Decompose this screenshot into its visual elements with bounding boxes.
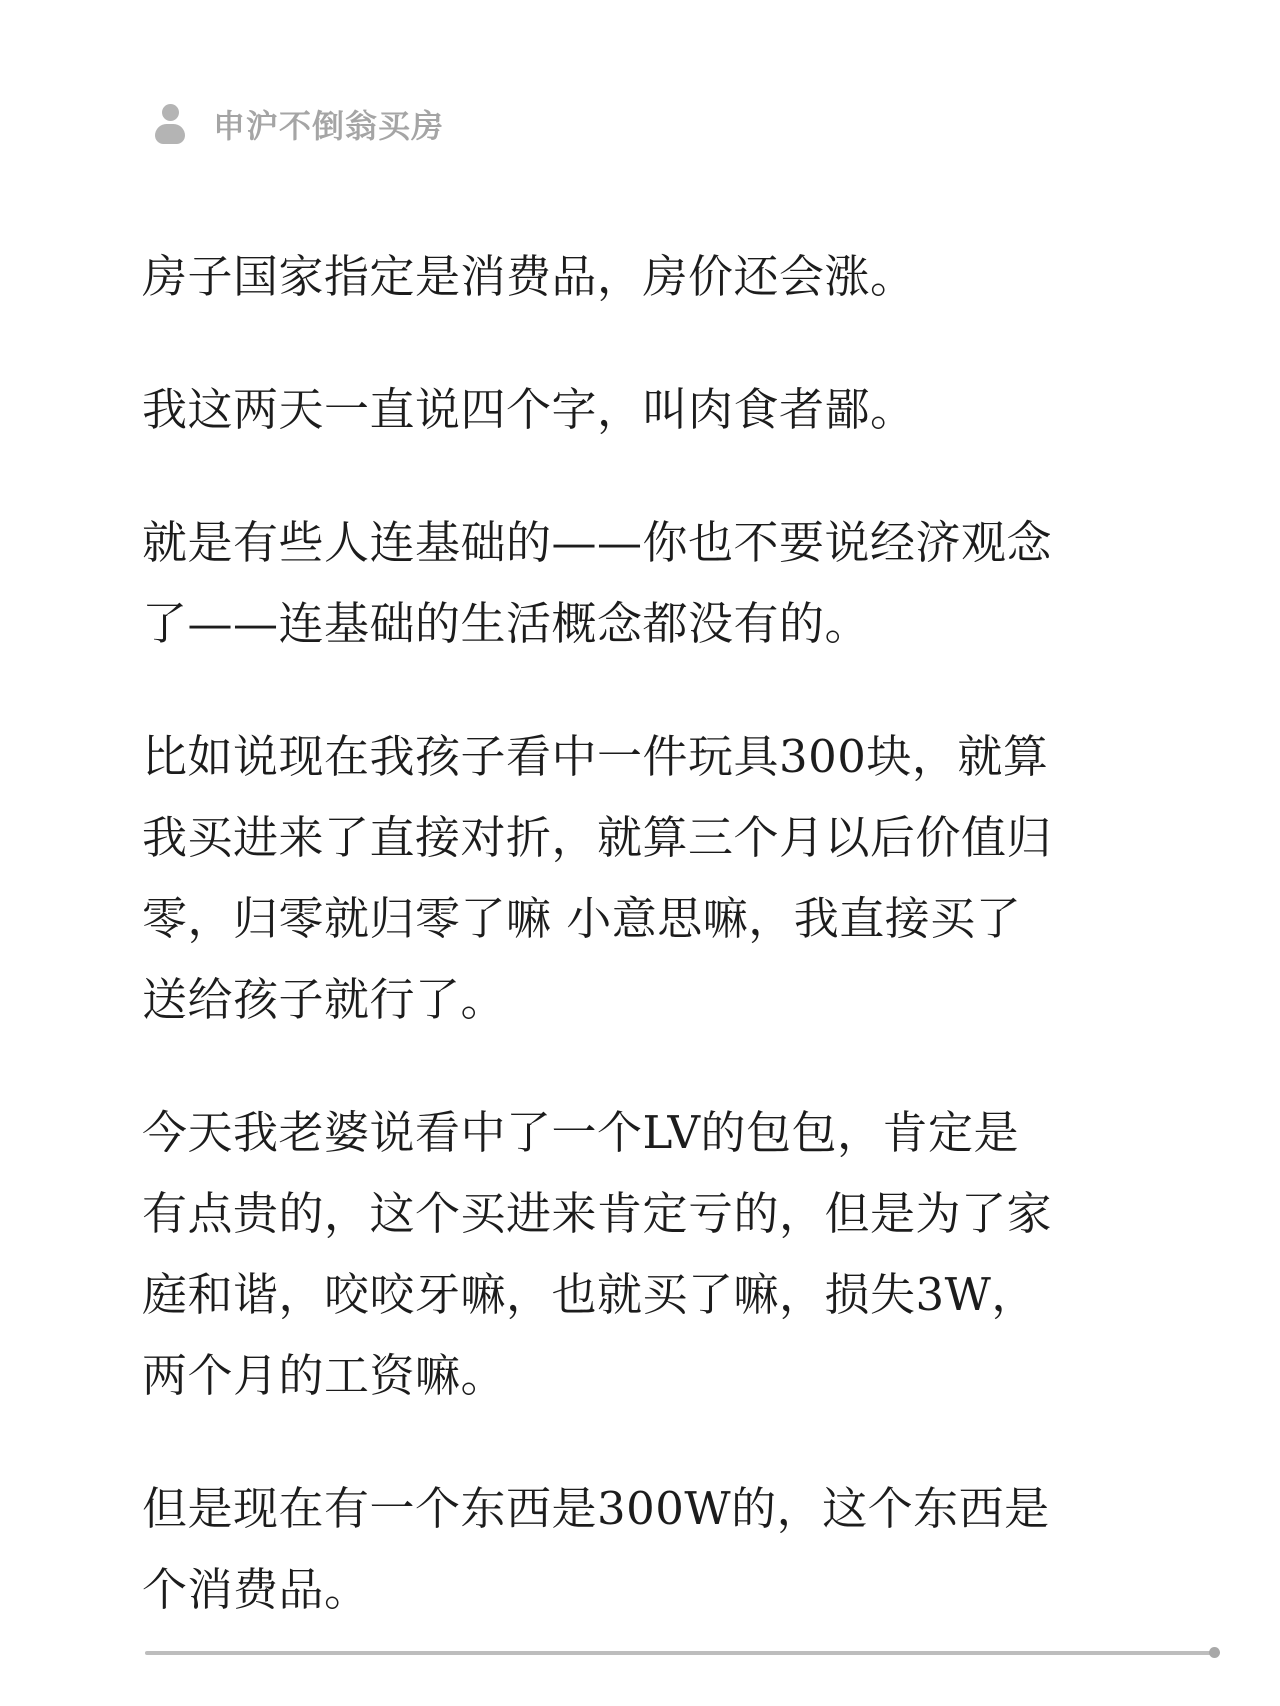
paragraph-line: 送给孩子就行了。 (142, 973, 507, 1026)
paragraph (142, 1092, 1142, 1416)
paragraph-line: 我这两天一直说四个字，叫肉食者鄙。 (142, 383, 916, 436)
divider-end-dot (1209, 1647, 1220, 1658)
paragraph-line: 了——连基础的生活概念都没有的。 (142, 597, 871, 650)
paragraph-line: 有点贵的，这个买进来肯定亏的，但是为了家 (142, 1187, 1053, 1240)
paragraph (142, 1468, 1142, 1630)
paragraph-line: 比如说现在我孩子看中一件玩具300块，就算 (142, 730, 1049, 783)
user-icon (155, 104, 185, 144)
paragraph-line: 今天我老婆说看中了一个LV的包包，肯定是 (142, 1106, 1020, 1159)
paragraph-line: 庭和谐，咬咬牙嘛，也就买了嘛，损失3W， (142, 1268, 1037, 1321)
paragraph-line: 两个月的工资嘛。 (142, 1349, 507, 1402)
divider-line (145, 1651, 1215, 1655)
paragraph (142, 716, 1142, 1040)
paragraph (142, 369, 1142, 450)
paragraph (142, 236, 1142, 317)
paragraph-line: 零，归零就归零了嘛 小意思嘛，我直接买了 (142, 892, 1022, 945)
paragraph-line: 个消费品。 (142, 1563, 370, 1616)
paragraph-line: 但是现在有一个东西是300W的，这个东西是 (142, 1482, 1050, 1535)
paragraph-line: 我买进来了直接对折，就算三个月以后价值归 (142, 811, 1053, 864)
author-name[interactable]: 申沪不倒翁买房 (213, 107, 445, 145)
article-body (142, 236, 1142, 1682)
paragraph (142, 502, 1142, 664)
paragraph-line: 就是有些人连基础的——你也不要说经济观念 (142, 516, 1053, 569)
author-header[interactable] (155, 100, 444, 148)
paragraph-line: 房子国家指定是消费品，房价还会涨。 (142, 250, 916, 303)
